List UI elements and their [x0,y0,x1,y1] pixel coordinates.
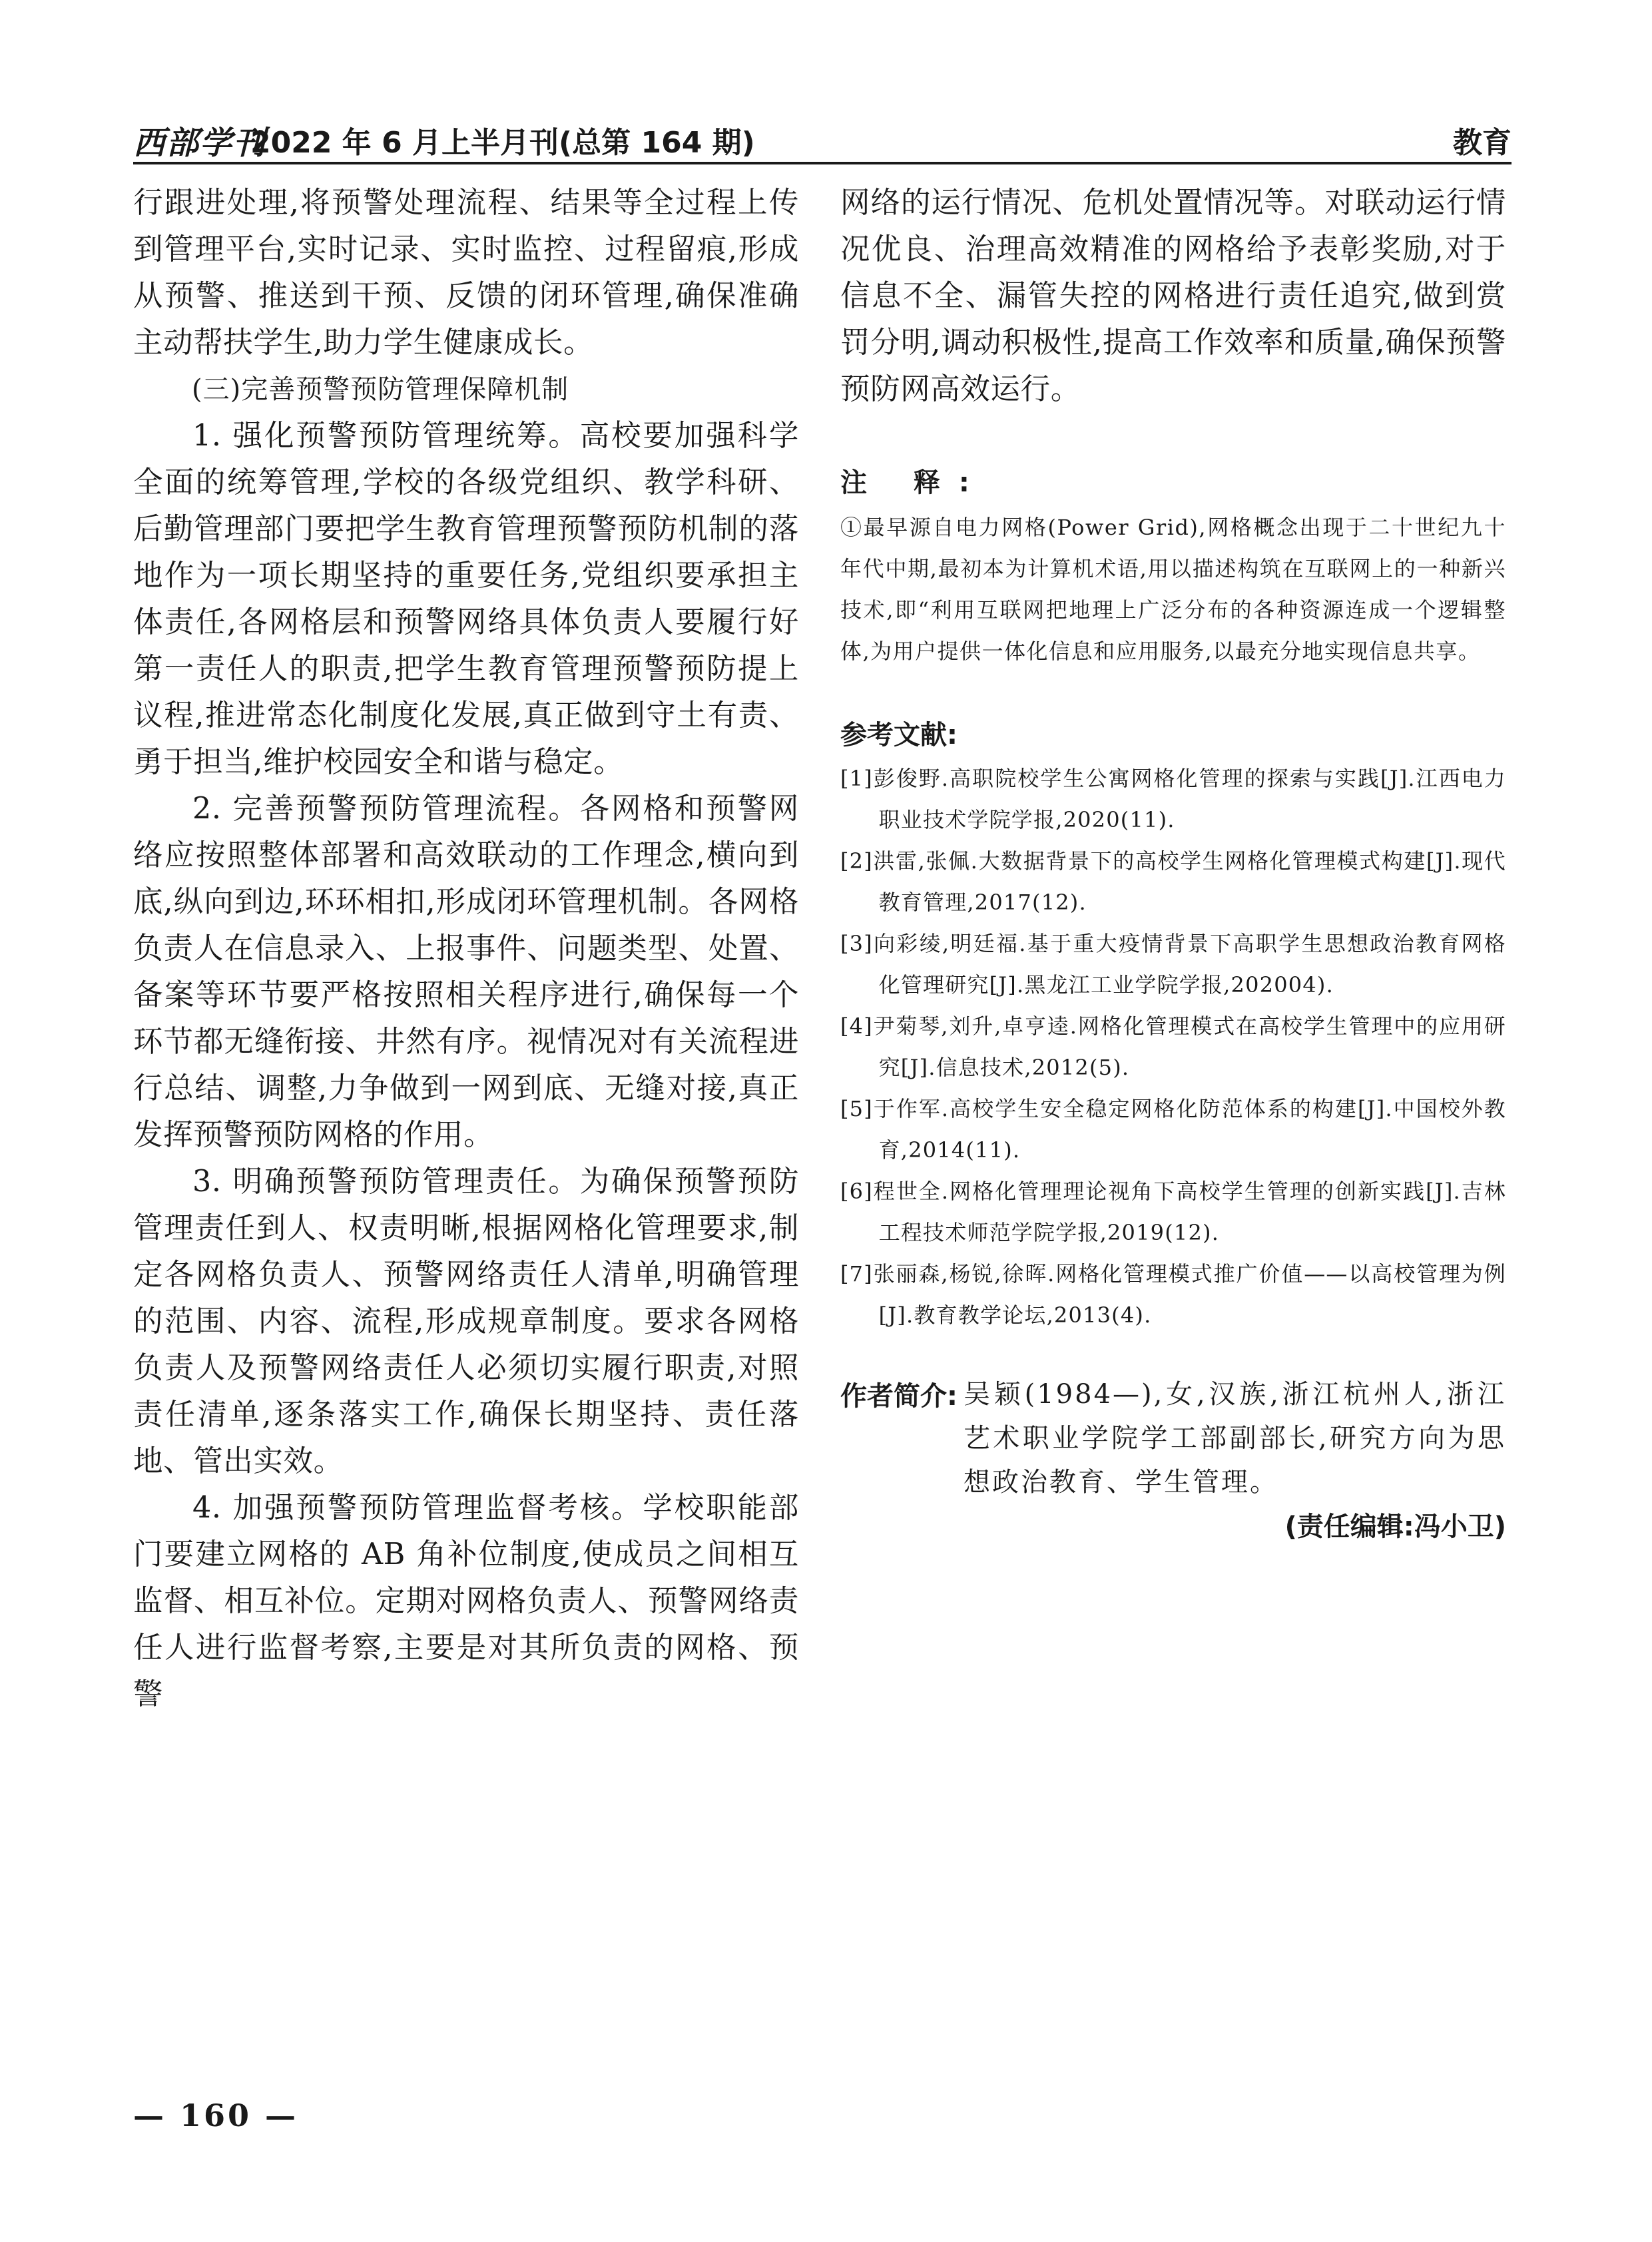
reference-item: [5]于作军.高校学生安全稳定网格化防范体系的构建[J].中国校外教育,2014(11). [840,1096,1506,1163]
reference-item: [4]尹菊琴,刘升,卓亨逵.网格化管理模式在高校学生管理中的应用研究[J].信息技术,2012(5). [840,1013,1506,1080]
reference-item: [6]程世全.网格化管理理论视角下高校学生管理的创新实践[J].吉林工程技术师范学院学报,2019(12). [840,1179,1506,1245]
reference-item: [3]向彩绫,明廷福.基于重大疫情背景下高职学生思想政治教育网格化管理研究[J].黑龙江工业学院学报,202004). [840,931,1506,997]
reference-item: [1]彭俊野.高职院校学生公寓网格化管理的探索与实践[J].江西电力职业技术学院学报,2020(11). [840,766,1506,832]
reference-item: [2]洪雷,张佩.大数据背景下的高校学生网格化管理模式构建[J].现代教育管理,2017(12). [840,848,1506,915]
page-number: — 160 — [133,2098,299,2133]
right-column [840,180,1506,1547]
section-name: 教育 [1453,126,1512,160]
paragraph-responsibility: 3. 明确预警预防管理责任。为确保预警预防管理责任到人、权责明晰,根据网格化管理要求,制定各网格负责人、预警网络责任人清单,明确管理的范围、内容、流程,形成规章制度。要求各网格负责人及预警网络责任人必须切实履行职责,对照责任清单,逐条落实工作,确保长期坚持、责任落地、管出实效。 [133,1165,799,1478]
section-subheading: (三)完善预警预防管理保障机制 [192,374,569,405]
running-header [133,113,1512,160]
references-title: 参考文献: [840,720,958,750]
journal-logo: 西部学刊 [133,125,267,162]
notes-title: 注 释: [840,467,988,498]
issue-info: 2022 年 6 月上半月刊(总第 164 期) [250,126,755,160]
paragraph-continuation: 行跟进处理,将预警处理流程、结果等全过程上传到管理平台,实时记录、实时监控、过程留痕,形成从预警、推送到干预、反馈的闭环管理,确保准确主动帮扶学生,助力学生健康成长。 [133,186,799,360]
author-bio [840,1372,1506,1504]
reference-list [840,758,1506,1336]
responsible-editor: (责任编辑:冯小卫) [1284,1512,1506,1542]
paragraph-continuation-right: 网络的运行情况、危机处置情况等。对联动运行情况优良、治理高效精准的网格给予表彰奖励,对于信息不全、漏管失控的网格进行责任追究,做到赏罚分明,调动积极性,提高工作效率和质量,确保预警预防网高效运行。 [840,186,1506,406]
author-bio-label: 作者简介: [840,1381,958,1412]
paragraph-supervision: 4. 加强预警预防管理监督考核。学校职能部门要建立网格的 AB 角补位制度,使成员之间相互监督、相互补位。定期对网格负责人、预警网络责任人进行监督考察,主要是对其所负责的网格、预警 [133,1491,799,1711]
author-bio-text: 吴颖(1984—),女,汉族,浙江杭州人,浙江艺术职业学院学工部副部长,研究方向为思想政治教育、学生管理。 [964,1379,1506,1498]
paragraph-process: 2. 完善预警预防管理流程。各网格和预警网络应按照整体部署和高效联动的工作理念,横向到底,纵向到边,环环相扣,形成闭环管理机制。各网格负责人在信息录入、上报事件、问题类型、处置、备案等环节要严格按照相关程序进行,确保每一个环节都无缝衔接、井然有序。视情况对有关流程进行总结、调整,力争做到一网到底、无缝对接,真正发挥预警预防网格的作用。 [133,792,799,1152]
reference-item: [7]张丽森,杨锐,徐晖.网格化管理模式推广价值——以高校管理为例[J].教育教学论坛,2013(4). [840,1261,1506,1328]
paragraph-coordination: 1. 强化预警预防管理统筹。高校要加强科学全面的统筹管理,学校的各级党组织、教学科研、后勤管理部门要把学生教育管理预警预防机制的落地作为一项长期坚持的重要任务,党组织要承担主体责任,各网格层和预警网络具体负责人要履行好第一责任人的职责,把学生教育管理预警预防提上议程,推进常态化制度化发展,真正做到守土有责、勇于担当,维护校园安全和谐与稳定。 [133,419,799,779]
left-column [133,180,799,1718]
header-rule [133,162,1512,164]
note-item: ①最早源自电力网格(Power Grid),网格概念出现于二十世纪九十年代中期,最初本为计算机术语,用以描述构筑在互联网上的一种新兴技术,即“利用互联网把地理上广泛分布的各种资源连成一个逻辑整体,为用户提供一体化信息和应用服务,以最充分地实现信息共享。 [840,515,1506,664]
